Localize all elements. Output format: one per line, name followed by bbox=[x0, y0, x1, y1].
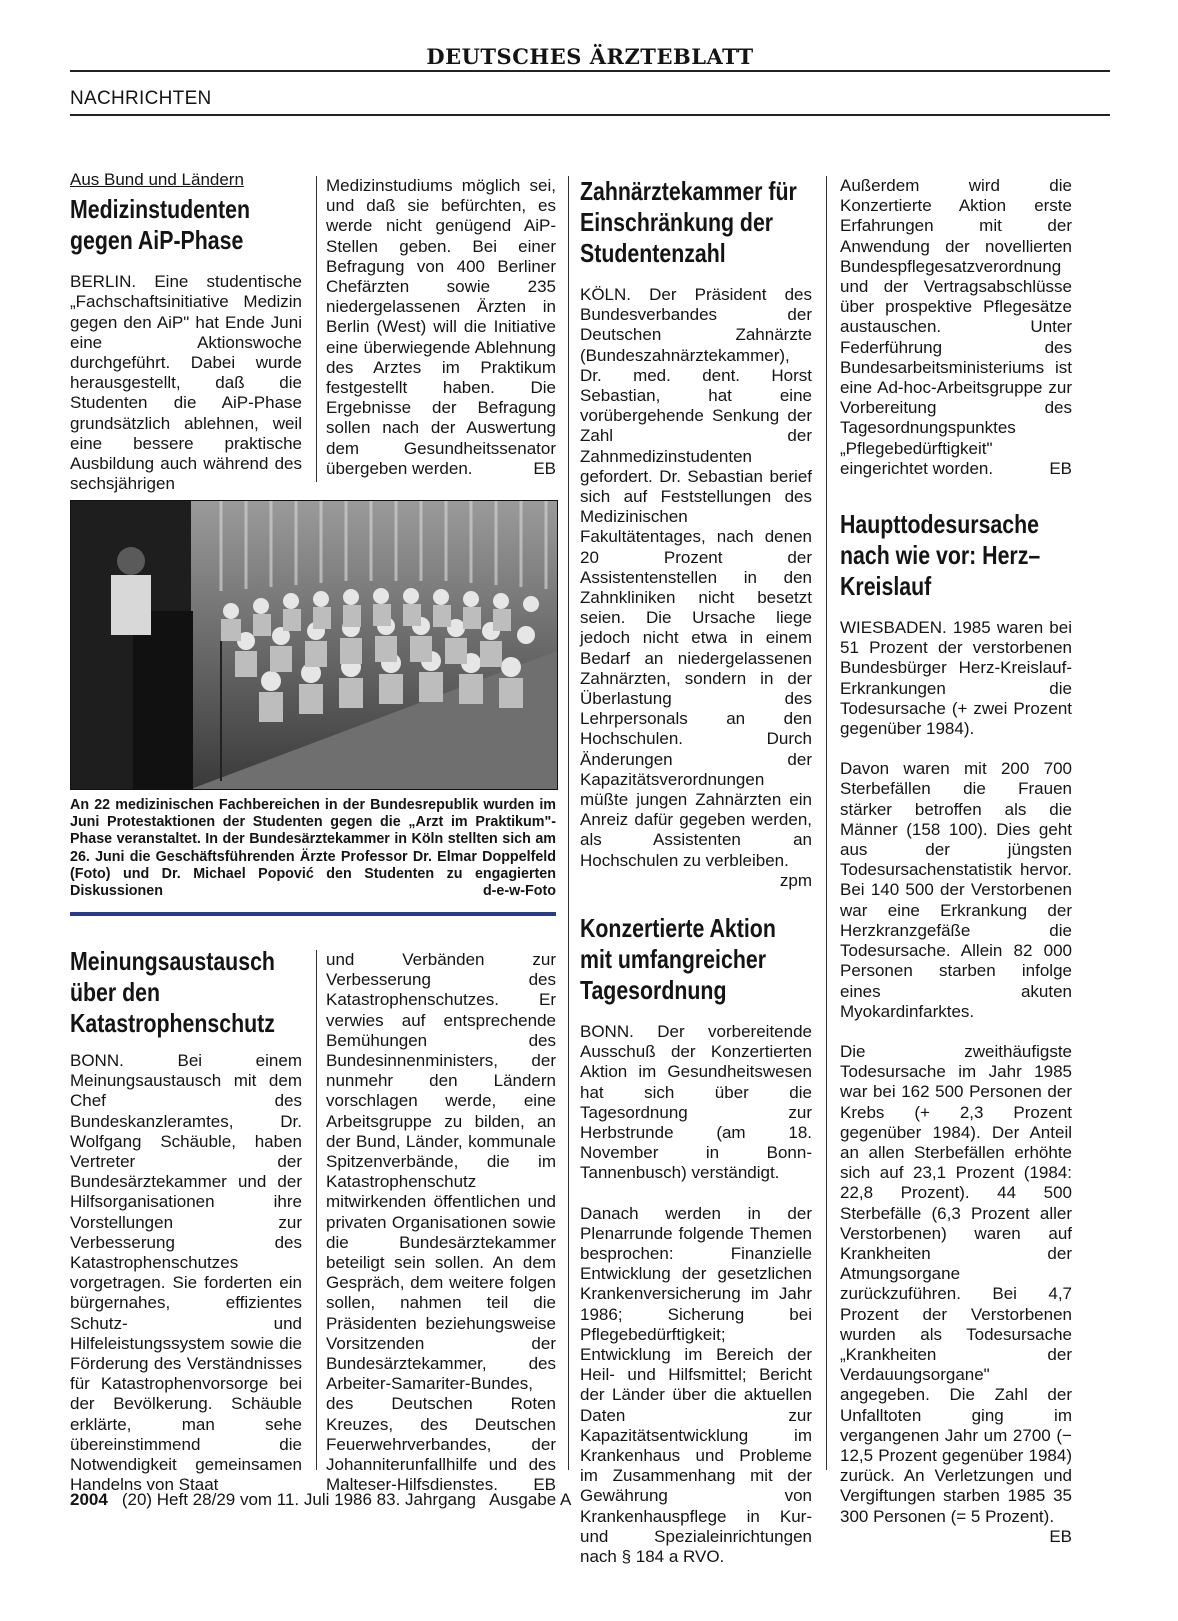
body-text: Medizinstudiums möglich sei, und daß sie befürchten, es werde nicht genügend AiP-Stellen geben. Bei einer Befragung von 400 Berliner Chefärzten sowie 235 niedergelassenen Ärzten in Berlin (West) will die Initiative eine überwiegende Ablehnung des Arztes im Praktikum festgestellt haben. Die Ergebnisse der Befragung sollen nach der Auswertung dem Gesundheitssenator übergeben werden. bbox=[326, 176, 556, 478]
signature: EB bbox=[1049, 458, 1072, 478]
signature: EB bbox=[1049, 1526, 1072, 1546]
page-number: 2004 bbox=[70, 1490, 108, 1509]
headline-medizinstudenten: Medizinstudenten gegen AiP-Phase bbox=[70, 194, 251, 256]
body-text: BONN. Bei einem Meinungsaustausch mit dem Chef des Bundeskanzleramtes, Dr. Wolfgang Schäuble, haben Vertreter der Bundesärztekammer und der Hilfsorganisationen ihre Vorstellungen zur Verbesserung des Katastrophenschutzes vorgetragen. Sie forderten ein bürgernahes, effizientes Schutz- und Hilfeleistungssystem sowie die Förderung des Verständnisses für Katastrophenvorsorge bei der Bevölkerung. Schäuble erklärte, man sehe übereinstimmend die Notwendigkeit gemeinsamen Handelns von Staat bbox=[70, 1051, 302, 1495]
photo-caption bbox=[70, 797, 556, 900]
body-text: Danach werden in der Plenarrunde folgende Themen besprochen: Finanzielle Entwicklung der gesetzlichen Krankenversicherung im Jahr 1986; Sicherung bei Pflegebedürftigkeit; Entwicklung im Bereich der Heil- und Hilfsmittel; Bericht der Länder über die aktuellen Daten zur Kapazitätsentwicklung im Krankenhaus und Probleme im Zusammenhang mit der Gewährung von Krankenhauspflege in Kur- und Spezialeinrichtungen nach § 184 a RVO. bbox=[580, 1203, 812, 1566]
protest-photo bbox=[70, 500, 558, 790]
article-katastrophenschutz-col1 bbox=[70, 946, 302, 1495]
page-footer bbox=[70, 1490, 571, 1510]
body-text: KÖLN. Der Präsident des Bundesverbandes der Deutschen Zahnärzte (Bundeszahnärztekammer), Dr. med. dent. Horst Sebastian, hat eine vorübergehende Senkung der Zahl der Zahnmedizinstudenten gefordert. Dr. Sebastian berief sich auf Feststellungen des Medizinischen Fakultätentages, nach denen 20 Prozent der Assistentenstellen in den Zahnkliniken nicht besetzt seien. Die Ursache liege jedoch nicht etwa in einem Bedarf an niedergelassenen Zahnärzten, sondern in der Überlastung des Lehrpersonals an den Hochschulen. Durch Änderungen der Kapazitätsverordnungen müßte jungen Zahnärzten ein Anreiz dafür gegeben werden, als Assistenten an Hochschulen zu verbleiben. bbox=[580, 285, 812, 870]
masthead-rule bbox=[70, 70, 1110, 72]
column-rule bbox=[826, 176, 827, 1470]
masthead: DEUTSCHES ÄRZTEBLATT bbox=[426, 44, 754, 69]
body-text: WIESBADEN. 1985 waren bei 51 Prozent der verstorbenen Bundesbürger Herz-Kreislauf-Erkrankungen die Todesursache (+ zwei Prozent gegenüber 1984). bbox=[840, 618, 1072, 739]
article-zahnaerztekammer bbox=[580, 176, 812, 1567]
headline-katastrophenschutz: Meinungsaustausch über den Katastrophenschutz bbox=[70, 946, 275, 1038]
headline-haupttodesursache: Haupttodesursache nach wie vor: Herz–Kreislauf bbox=[840, 509, 1041, 602]
photo-credit: d-e-w-Foto bbox=[482, 883, 556, 900]
signature: EB bbox=[533, 1475, 556, 1495]
body-text: und Verbänden zur Verbesserung des Katastrophenschutzes. Er verwies auf entsprechende Bemühungen des Bundesinnenministers, der nunmehr den Ländern vorschlagen werde, eine Arbeitsgruppe zu bilden, an der Bund, Länder, kommunale Spitzenverbände, die im Katastrophenschutz mitwirkenden öffentlichen und privaten Organisationen sowie die Bundesärztekammer beteiligt sein sollen. An dem Gespräch, dem weitere folgen sollen, nahmen teil die Präsidenten beziehungsweise Vorsitzenden der Bundesärztekammer, des Arbeiter-Samariter-Bundes, des Deutschen Roten Kreuzes, des Deutschen Feuerwehrverbandes, der Johanniterunfallhilfe und des Malteser-Hilfsdienstes. bbox=[326, 950, 556, 1495]
headline-konzertierte-aktion: Konzertierte Aktion mit umfangreicher Tagesordnung bbox=[580, 912, 776, 1005]
body-text: BERLIN. Eine studentische „Fachschaftsinitiative Medizin gegen den AiP" hat Ende Juni eine Aktionswoche durchgeführt. Dabei wurde herausgestellt, daß die Studenten die AiP-Phase grundsätzlich ablehnen, weil eine bessere praktische Ausbildung auch während des sechsjährigen bbox=[70, 272, 302, 494]
column-rule bbox=[316, 950, 317, 1470]
issue-info: (20) Heft 28/29 vom 11. Juli 1986 83. Jahrgang Ausgabe A bbox=[121, 1490, 572, 1509]
article-medizinstudenten-col2 bbox=[326, 176, 556, 479]
signature: EB bbox=[533, 458, 556, 478]
headline-zahnaerztekammer: Zahnärztekammer für Einschränkung der Studentenzahl bbox=[580, 176, 797, 268]
body-text: Davon waren mit 200 700 Sterbefällen die Frauen stärker betroffen als die Männer (158 100). Dies geht aus der jüngsten Todesursachenstatistik hervor. Bei 140 500 der Verstorbenen war eine Erkrankung der Herzkranzgefäße die Todesursache. Allein 82 000 Personen starben infolge eines akuten Myokardinfarktes. bbox=[840, 759, 1072, 1021]
section-label: NACHRICHTEN bbox=[70, 88, 212, 109]
column-rule bbox=[316, 176, 317, 482]
body-text: Außerdem wird die Konzertierte Aktion erste Erfahrungen mit der Anwendung der novellierten Bundespflegesatzverordnung und der Vertragsabschlüsse über prospektive Pflegesätze austauschen. Unter Federführung des Bundesarbeitsministeriums ist eine Ad-hoc-Arbeitsgruppe zur Vorbereitung des Tagesordnungspunktes „Pflegebedürftigkeit" eingerichtet worden. bbox=[840, 176, 1072, 478]
blue-divider bbox=[70, 912, 556, 916]
body-text: Die zweithäufigste Todesursache im Jahr 1985 war bei 162 500 Personen der Krebs (+ 2,3 Prozent gegenüber 1984). Der Anteil an allen Sterbefällen erhöhte sich auf 23,1 Prozent (1984: 22,8 Prozent). 44 500 Sterbefälle (6,3 Prozent aller Verstorbenen) waren auf Krankheiten der Atmungsorgane zurückzuführen. Bei 4,7 Prozent der Verstorbenen wurden als Todesursache „Krankheiten der Verdauungsorgane" angegeben. Die Zahl der Unfalltoten ging im vergangenen Jahr um 2700 (− 12,5 Prozent gegenüber 1984) zurück. An Verletzungen und Vergiftungen starben 1985 35 300 Personen (= 5 Prozent). bbox=[840, 1041, 1072, 1526]
body-text: BONN. Der vorbereitende Ausschuß der Konzertierten Aktion im Gesundheitswesen hat sich über die Tagesordnung zur Herbstrunde (am 18. November in Bonn-Tannenbusch) verständigt. bbox=[580, 1021, 812, 1183]
caption-text: An 22 medizinischen Fachbereichen in der Bundesrepublik wurden im Juni Protestaktionen der Studenten gegen die „Arzt im Praktikum"-Phase veranstaltet. In der Bundesärztekammer in Köln stellten sich am 26. Juni die Geschäftsführenden Ärzte Professor Dr. Elmar Doppelfeld (Foto) und Dr. Michael Popović den Studenten zu engagierten Diskussionen bbox=[70, 797, 556, 900]
article-katastrophenschutz-col2 bbox=[326, 950, 556, 1495]
kicker: Aus Bund und Ländern bbox=[70, 170, 244, 189]
section-rule bbox=[70, 114, 1110, 116]
article-medizinstudenten-col1 bbox=[70, 170, 302, 494]
column-rule bbox=[568, 176, 569, 1470]
signature: zpm bbox=[779, 870, 812, 890]
article-column-4 bbox=[840, 176, 1072, 1547]
